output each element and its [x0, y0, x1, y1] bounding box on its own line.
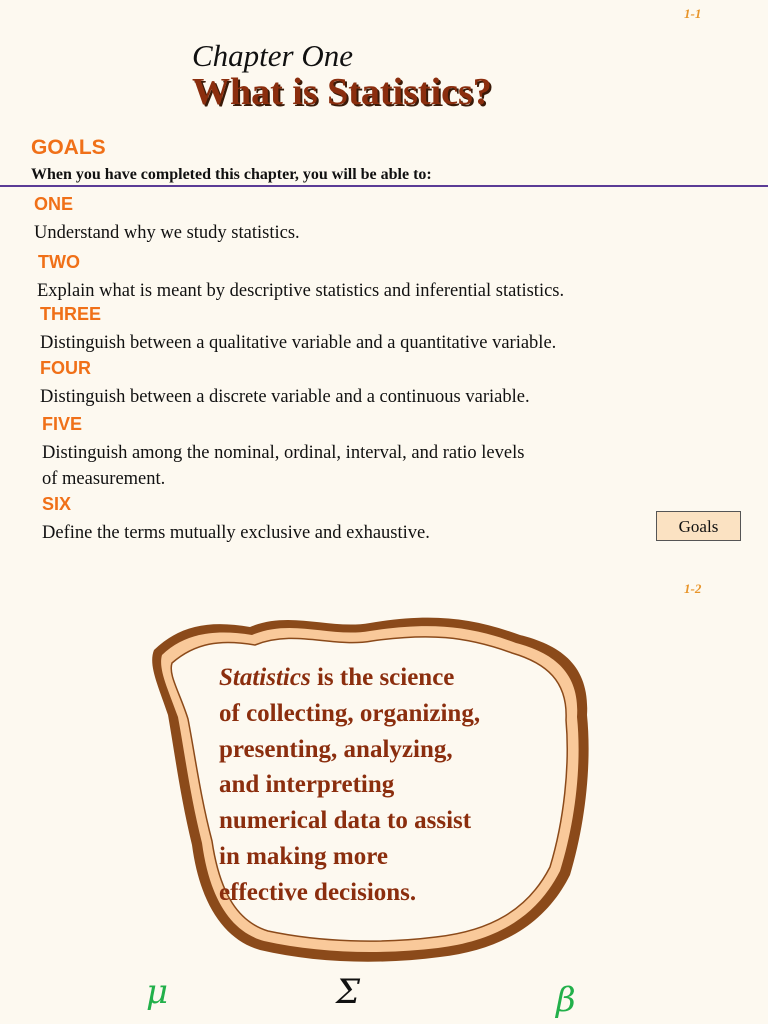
- goal-label-six: SIX: [42, 494, 72, 514]
- page-number-1: 1-1: [684, 6, 702, 21]
- definition-line-4: and interpreting: [219, 771, 395, 799]
- divider-rule: [0, 185, 768, 187]
- chapter-subtitle: Chapter One: [192, 38, 354, 73]
- goal-text-one: Understand why we study statistics.: [34, 223, 300, 243]
- definition-line-7: effective decisions.: [219, 878, 417, 906]
- definition-first-line-rest: is the science: [310, 664, 455, 691]
- definition-line-5: numerical data to assist: [219, 807, 472, 835]
- definition-line-1: [219, 660, 559, 696]
- goal-text-five-line-2: of measurement.: [42, 469, 166, 489]
- goal-text-three: Distinguish between a qualitative variable and a quantitative variable.: [40, 333, 557, 353]
- goal-label-three: THREE: [40, 304, 102, 324]
- goal-text-four: Distinguish between a discrete variable and a continuous variable.: [40, 387, 530, 407]
- goals-button[interactable]: Goals: [656, 511, 741, 541]
- goals-intro: When you have completed this chapter, you will be able to:: [31, 166, 432, 183]
- goal-label-one: ONE: [34, 194, 74, 214]
- goal-label-four: FOUR: [40, 358, 91, 378]
- goal-label-five: FIVE: [42, 414, 83, 434]
- goal-text-six: Define the terms mutually exclusive and exhaustive.: [42, 523, 430, 543]
- definition-line-3: presenting, analyzing,: [219, 735, 453, 763]
- definition-line-6: in making more: [219, 842, 388, 870]
- page-number-2: 1-2: [684, 581, 702, 596]
- goal-text-two: Explain what is meant by descriptive statistics and inferential statistics.: [37, 281, 565, 301]
- beta-symbol: β: [556, 980, 576, 1020]
- definition-line-2: of collecting, organizing,: [219, 699, 481, 727]
- mu-symbol: μ: [146, 972, 169, 1012]
- goal-text-five-line-1: Distinguish among the nominal, ordinal, interval, and ratio levels: [42, 443, 525, 463]
- definition-term: Statistics: [219, 664, 311, 691]
- sigma-symbol: Σ: [336, 972, 361, 1012]
- statistics-definition: [219, 660, 559, 911]
- chapter-title: What is Statistics?: [192, 71, 492, 113]
- goal-label-two: TWO: [38, 252, 80, 272]
- goals-heading: GOALS: [31, 136, 106, 159]
